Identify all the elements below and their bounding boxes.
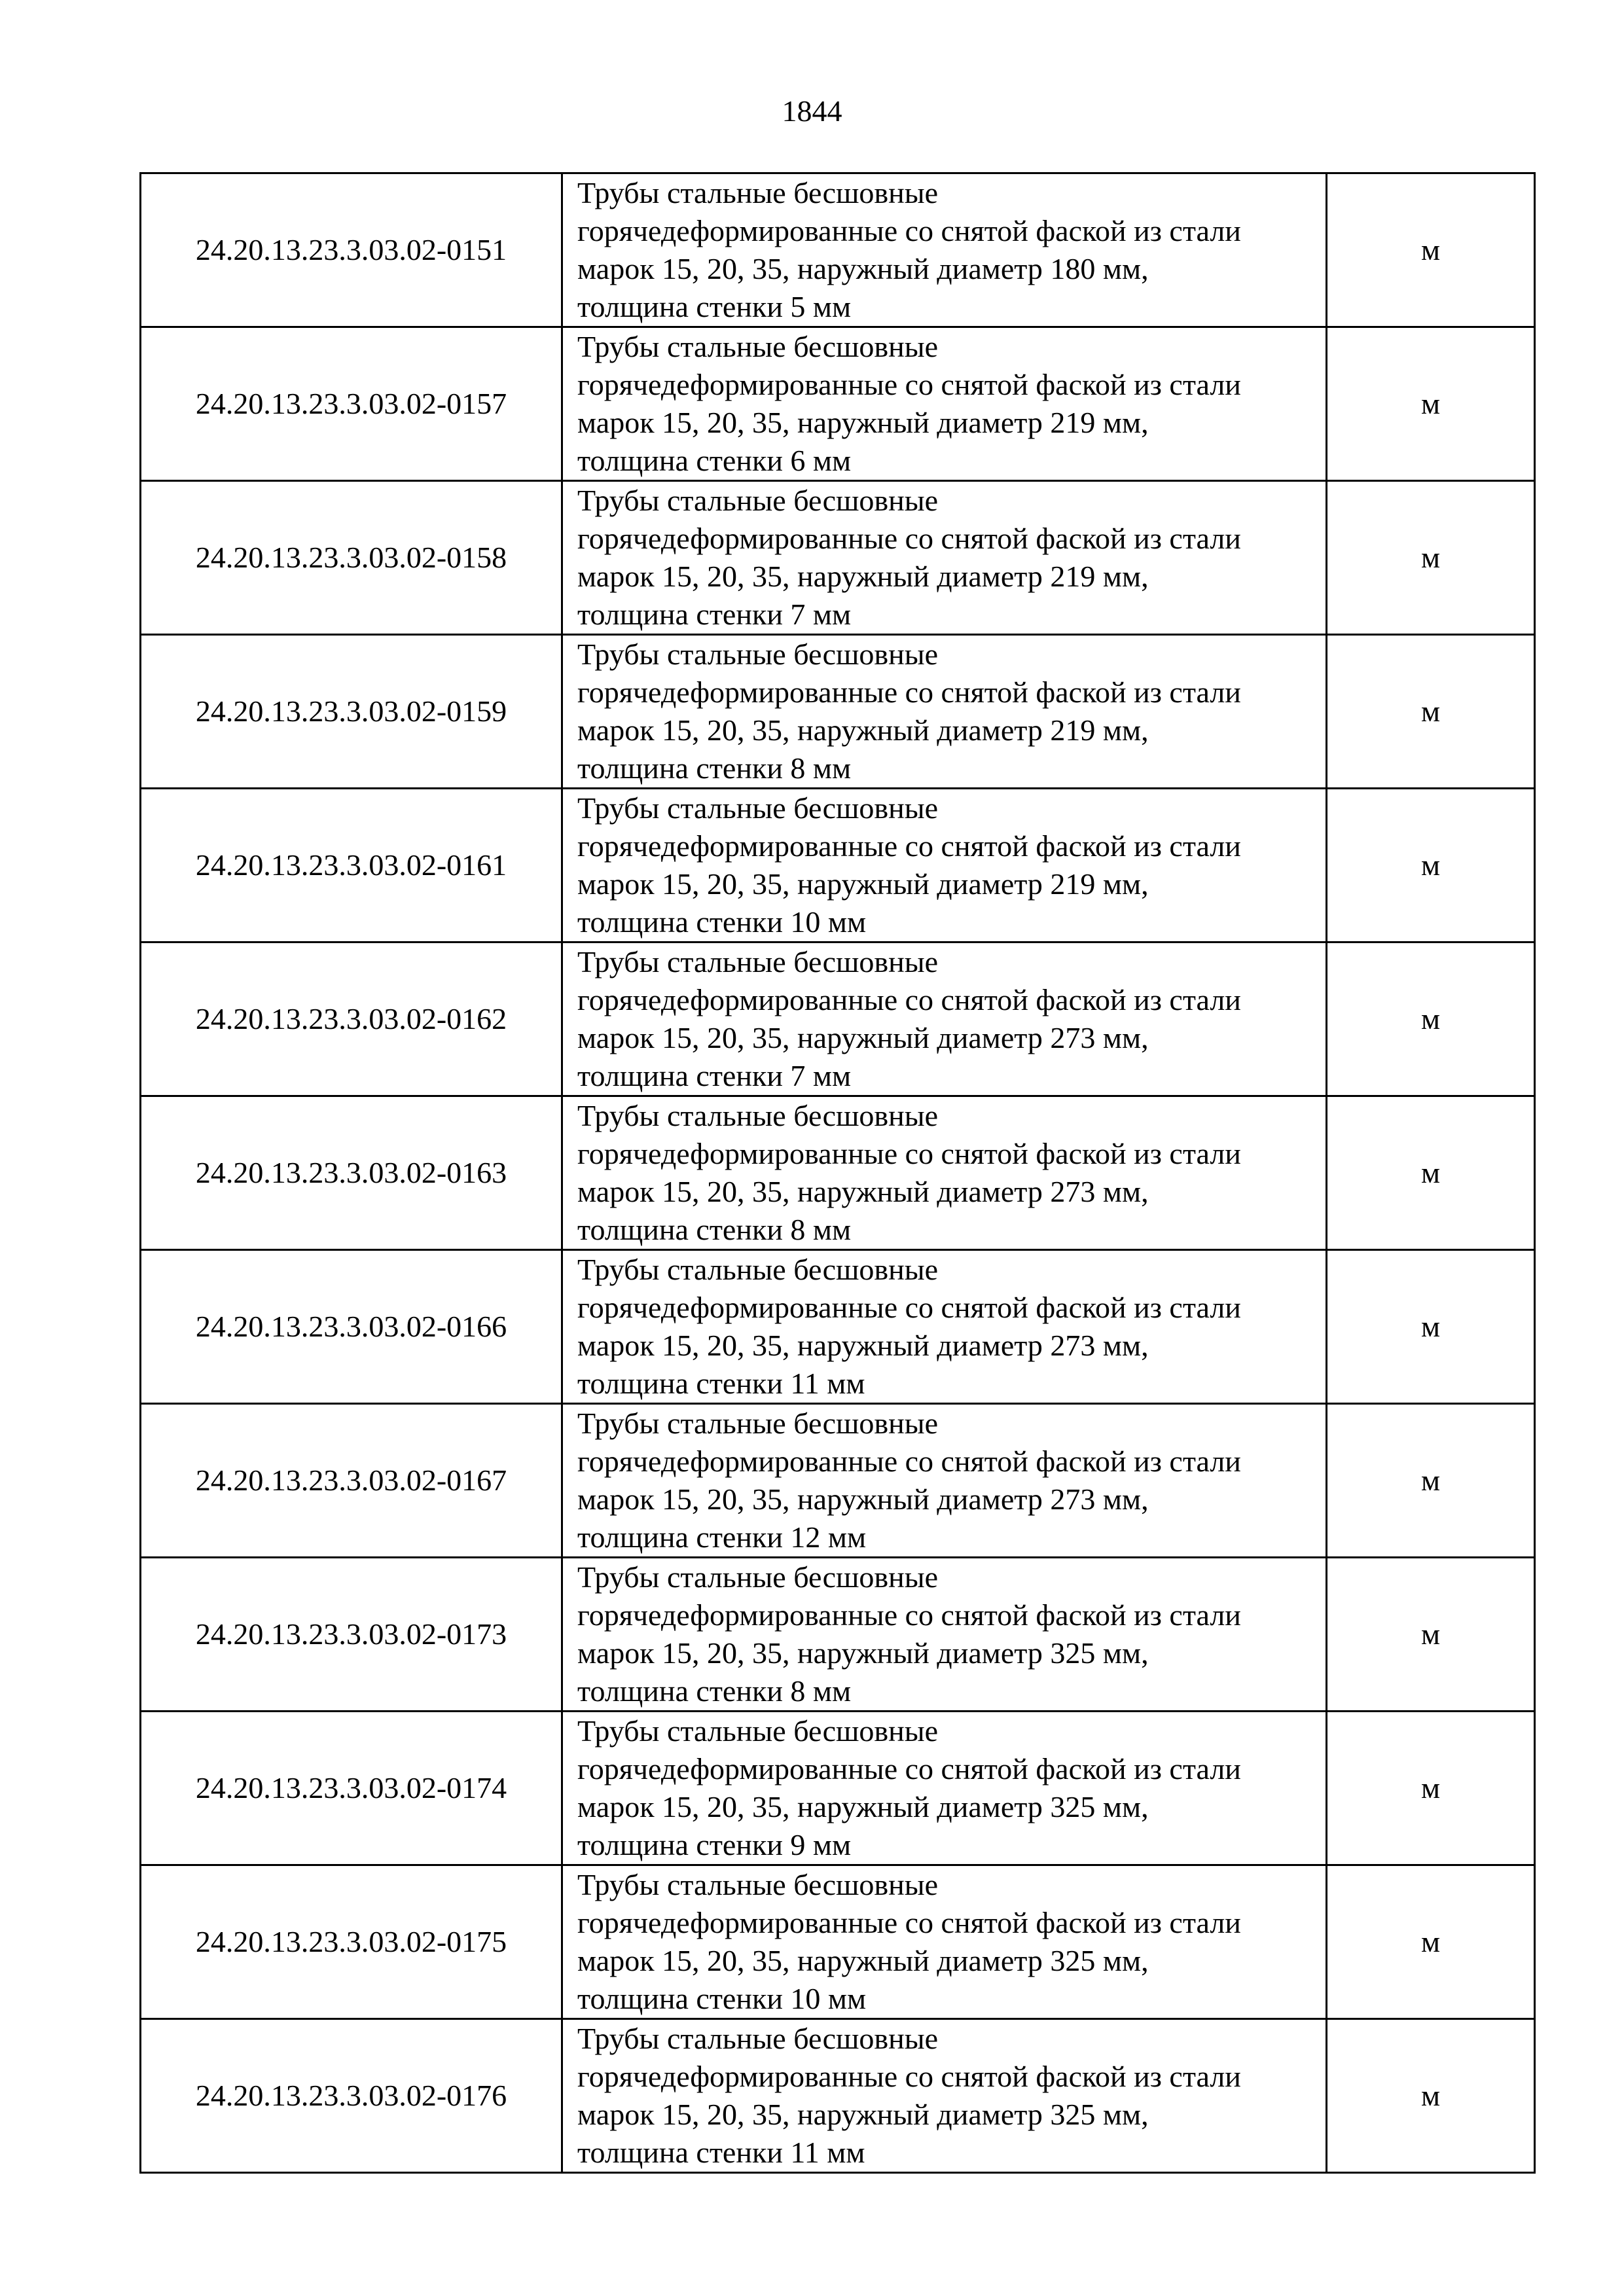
description-line: марок 15, 20, 35, наружный диаметр 273 мм, — [577, 1482, 1149, 1516]
item-description — [562, 1096, 1327, 1250]
item-code: 24.20.13.23.3.03.02-0167 — [141, 1404, 562, 1558]
description-line: горячедеформированные со снятой фаской из стали — [577, 368, 1241, 401]
page-number: 1844 — [782, 94, 842, 128]
description-line: марок 15, 20, 35, наружный диаметр 273 мм, — [577, 1329, 1149, 1362]
description-line: Трубы стальные бесшовные — [577, 176, 939, 209]
description-line: марок 15, 20, 35, наружный диаметр 219 мм, — [577, 713, 1149, 747]
table-row — [141, 1250, 1535, 1404]
item-unit: м — [1327, 1404, 1535, 1558]
description-line: толщина стенки 5 мм — [577, 290, 852, 323]
item-code: 24.20.13.23.3.03.02-0175 — [141, 1865, 562, 2019]
description-line: марок 15, 20, 35, наружный диаметр 273 мм, — [577, 1175, 1149, 1208]
description-line: горячедеформированные со снятой фаской из стали — [577, 522, 1241, 555]
description-line: Трубы стальные бесшовные — [577, 1868, 939, 1901]
item-description — [562, 942, 1327, 1096]
description-line: толщина стенки 7 мм — [577, 1059, 852, 1092]
item-description — [562, 1558, 1327, 1712]
description-line: марок 15, 20, 35, наружный диаметр 219 мм, — [577, 867, 1149, 901]
description-line: горячедеформированные со снятой фаской из стали — [577, 1906, 1241, 1939]
description-line: горячедеформированные со снятой фаской из стали — [577, 1752, 1241, 1785]
description-line: Трубы стальные бесшовные — [577, 330, 939, 363]
item-code: 24.20.13.23.3.03.02-0151 — [141, 173, 562, 327]
description-line: Трубы стальные бесшовные — [577, 1714, 939, 1748]
item-unit: м — [1327, 1712, 1535, 1865]
description-line: горячедеформированные со снятой фаской из стали — [577, 214, 1241, 247]
item-unit: м — [1327, 1096, 1535, 1250]
description-line: Трубы стальные бесшовные — [577, 1253, 939, 1286]
item-unit: м — [1327, 1250, 1535, 1404]
table-row — [141, 1404, 1535, 1558]
item-code: 24.20.13.23.3.03.02-0162 — [141, 942, 562, 1096]
table-row — [141, 1558, 1535, 1712]
item-code: 24.20.13.23.3.03.02-0158 — [141, 481, 562, 635]
description-line: толщина стенки 12 мм — [577, 1520, 867, 1554]
item-code: 24.20.13.23.3.03.02-0174 — [141, 1712, 562, 1865]
description-line: толщина стенки 11 мм — [577, 2136, 865, 2169]
description-line: марок 15, 20, 35, наружный диаметр 273 мм, — [577, 1021, 1149, 1054]
item-description — [562, 481, 1327, 635]
table-row — [141, 2019, 1535, 2173]
description-line: горячедеформированные со снятой фаской из стали — [577, 2060, 1241, 2093]
description-line: толщина стенки 10 мм — [577, 1982, 867, 2015]
description-line: Трубы стальные бесшовные — [577, 637, 939, 671]
description-line: марок 15, 20, 35, наружный диаметр 325 мм, — [577, 1790, 1149, 1823]
item-unit: м — [1327, 942, 1535, 1096]
item-code: 24.20.13.23.3.03.02-0166 — [141, 1250, 562, 1404]
item-code: 24.20.13.23.3.03.02-0157 — [141, 327, 562, 481]
description-line: горячедеформированные со снятой фаской из стали — [577, 1137, 1241, 1170]
item-description — [562, 635, 1327, 789]
table-row — [141, 789, 1535, 942]
table-row — [141, 327, 1535, 481]
description-line: Трубы стальные бесшовные — [577, 2022, 939, 2055]
description-line: толщина стенки 11 мм — [577, 1367, 865, 1400]
description-line: Трубы стальные бесшовные — [577, 1099, 939, 1132]
item-unit: м — [1327, 2019, 1535, 2173]
description-line: марок 15, 20, 35, наружный диаметр 180 мм, — [577, 252, 1149, 285]
item-unit: м — [1327, 789, 1535, 942]
table-row — [141, 481, 1535, 635]
description-line: горячедеформированные со снятой фаской из стали — [577, 675, 1241, 709]
item-unit: м — [1327, 173, 1535, 327]
item-code: 24.20.13.23.3.03.02-0173 — [141, 1558, 562, 1712]
description-line: марок 15, 20, 35, наружный диаметр 325 мм, — [577, 2098, 1149, 2131]
description-line: горячедеформированные со снятой фаской из стали — [577, 829, 1241, 863]
description-line: горячедеформированные со снятой фаской из стали — [577, 983, 1241, 1016]
description-line: Трубы стальные бесшовные — [577, 791, 939, 825]
item-code: 24.20.13.23.3.03.02-0159 — [141, 635, 562, 789]
item-description — [562, 1250, 1327, 1404]
item-description — [562, 173, 1327, 327]
item-code: 24.20.13.23.3.03.02-0176 — [141, 2019, 562, 2173]
table-row — [141, 173, 1535, 327]
item-code: 24.20.13.23.3.03.02-0163 — [141, 1096, 562, 1250]
item-description — [562, 1712, 1327, 1865]
description-line: горячедеформированные со снятой фаской из стали — [577, 1291, 1241, 1324]
table-body — [141, 173, 1535, 2173]
description-line: марок 15, 20, 35, наружный диаметр 325 мм, — [577, 1944, 1149, 1977]
description-line: горячедеформированные со снятой фаской из стали — [577, 1598, 1241, 1632]
item-unit: м — [1327, 635, 1535, 789]
item-unit: м — [1327, 1865, 1535, 2019]
item-description — [562, 327, 1327, 481]
table-row — [141, 1865, 1535, 2019]
description-line: толщина стенки 7 мм — [577, 598, 852, 631]
item-unit: м — [1327, 1558, 1535, 1712]
description-line: Трубы стальные бесшовные — [577, 484, 939, 517]
item-description — [562, 2019, 1327, 2173]
description-line: толщина стенки 8 мм — [577, 751, 852, 785]
table-row — [141, 1096, 1535, 1250]
table-row — [141, 1712, 1535, 1865]
materials-table — [139, 172, 1536, 2174]
item-description — [562, 1404, 1327, 1558]
description-line: Трубы стальные бесшовные — [577, 945, 939, 978]
description-line: Трубы стальные бесшовные — [577, 1560, 939, 1594]
item-unit: м — [1327, 327, 1535, 481]
item-unit: м — [1327, 481, 1535, 635]
description-line: толщина стенки 9 мм — [577, 1828, 852, 1861]
description-line: толщина стенки 8 мм — [577, 1213, 852, 1246]
description-line: марок 15, 20, 35, наружный диаметр 219 мм, — [577, 406, 1149, 439]
description-line: Трубы стальные бесшовные — [577, 1407, 939, 1440]
item-description — [562, 789, 1327, 942]
description-line: толщина стенки 6 мм — [577, 444, 852, 477]
item-description — [562, 1865, 1327, 2019]
description-line: толщина стенки 10 мм — [577, 905, 867, 939]
description-line: горячедеформированные со снятой фаской из стали — [577, 1444, 1241, 1478]
table-row — [141, 942, 1535, 1096]
table-row — [141, 635, 1535, 789]
description-line: марок 15, 20, 35, наружный диаметр 325 мм, — [577, 1636, 1149, 1670]
description-line: толщина стенки 8 мм — [577, 1674, 852, 1708]
item-code: 24.20.13.23.3.03.02-0161 — [141, 789, 562, 942]
description-line: марок 15, 20, 35, наружный диаметр 219 мм, — [577, 560, 1149, 593]
